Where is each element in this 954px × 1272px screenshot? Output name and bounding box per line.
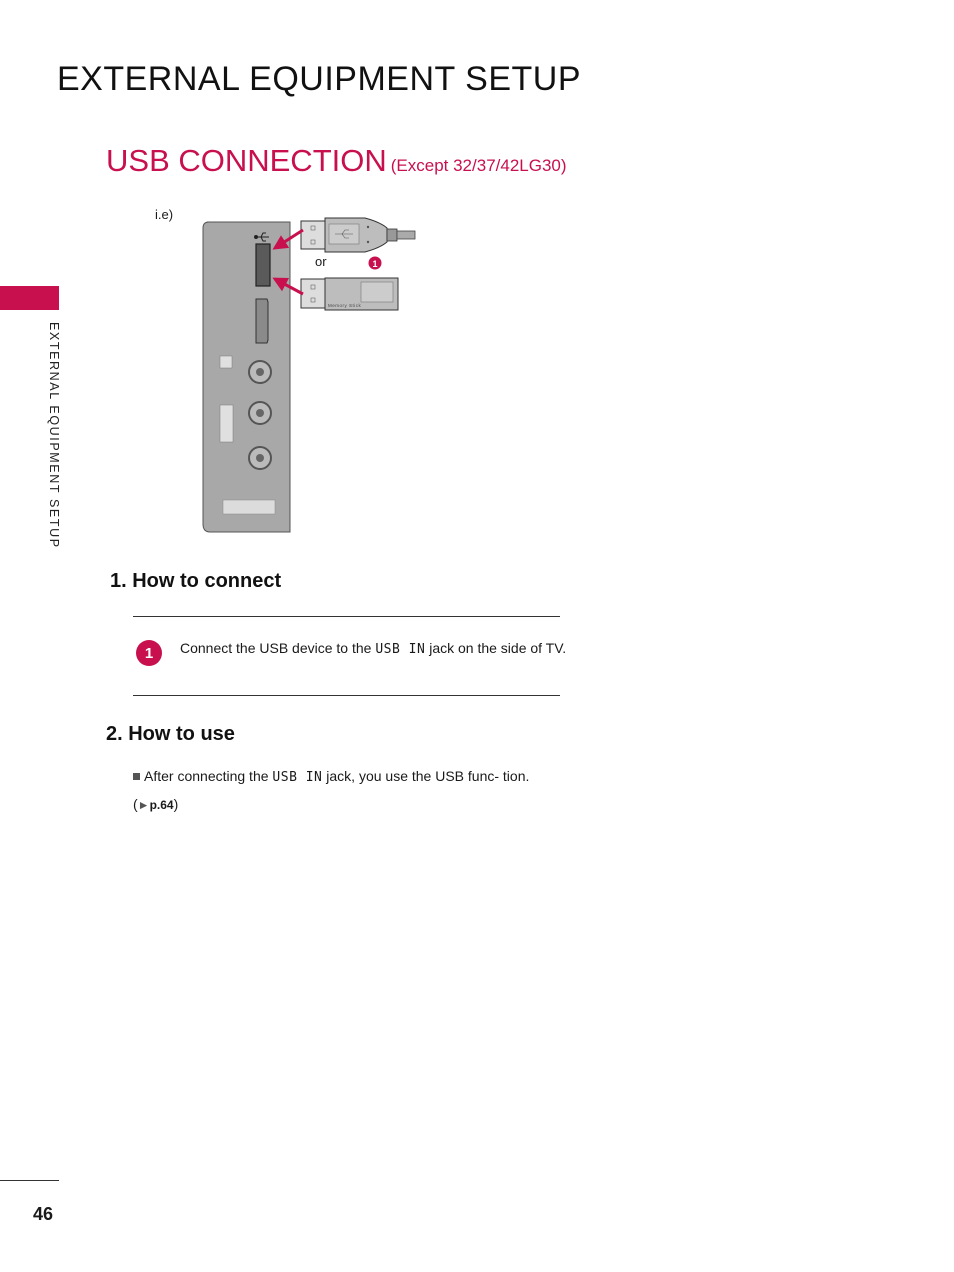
how-to-connect-heading: 1. How to connect [110, 570, 282, 592]
side-tab-label: EXTERNAL EQUIPMENT SETUP [47, 322, 61, 549]
use-text-1: After connecting the [144, 768, 273, 784]
page-number: 46 [33, 1204, 54, 1224]
connect-text-1: Connect the USB device to the [180, 640, 376, 656]
use-text-2: jack, you use the USB func- tion. ( [133, 768, 530, 812]
page-title: EXTERNAL EQUIPMENT SETUP [57, 60, 581, 98]
use-instruction [133, 763, 553, 818]
callout-number: 1 [372, 259, 378, 269]
tv-side-panel [203, 222, 290, 532]
side-tab-marker [0, 286, 59, 310]
section-title-main: USB CONNECTION [106, 143, 387, 178]
ref-arrow-icon: ► [137, 798, 150, 812]
usb-in-key-2: USB IN [272, 770, 323, 785]
bullet-icon [133, 773, 140, 780]
panel-label-1 [220, 356, 232, 368]
how-to-use-heading: 2. How to use [106, 723, 235, 745]
usb-flash-drive [301, 218, 415, 252]
memory-stick-text: Memory Stick [328, 303, 362, 308]
step-badge: 1 [136, 640, 162, 666]
or-label: or [315, 254, 327, 269]
example-label: i.e) [155, 207, 174, 222]
usb-connection-diagram [195, 212, 425, 542]
section-title [106, 143, 567, 179]
divider-bottom [133, 695, 560, 696]
connect-text-2: jack on the side of TV. [425, 640, 567, 656]
page-number-rule [0, 1180, 59, 1181]
use-text-3: ) [173, 796, 179, 812]
panel-label-2 [220, 405, 233, 442]
page-reference: p.64 [149, 798, 174, 812]
usb-in-key: USB IN [375, 642, 426, 657]
hdmi-port [256, 299, 268, 343]
panel-label-3 [223, 500, 275, 514]
usb-in-port [256, 244, 270, 286]
connect-instruction [180, 638, 572, 660]
section-title-subtitle: (Except 32/37/42LG30) [390, 156, 567, 175]
divider-top [133, 616, 560, 617]
memory-stick-reader [301, 278, 398, 310]
